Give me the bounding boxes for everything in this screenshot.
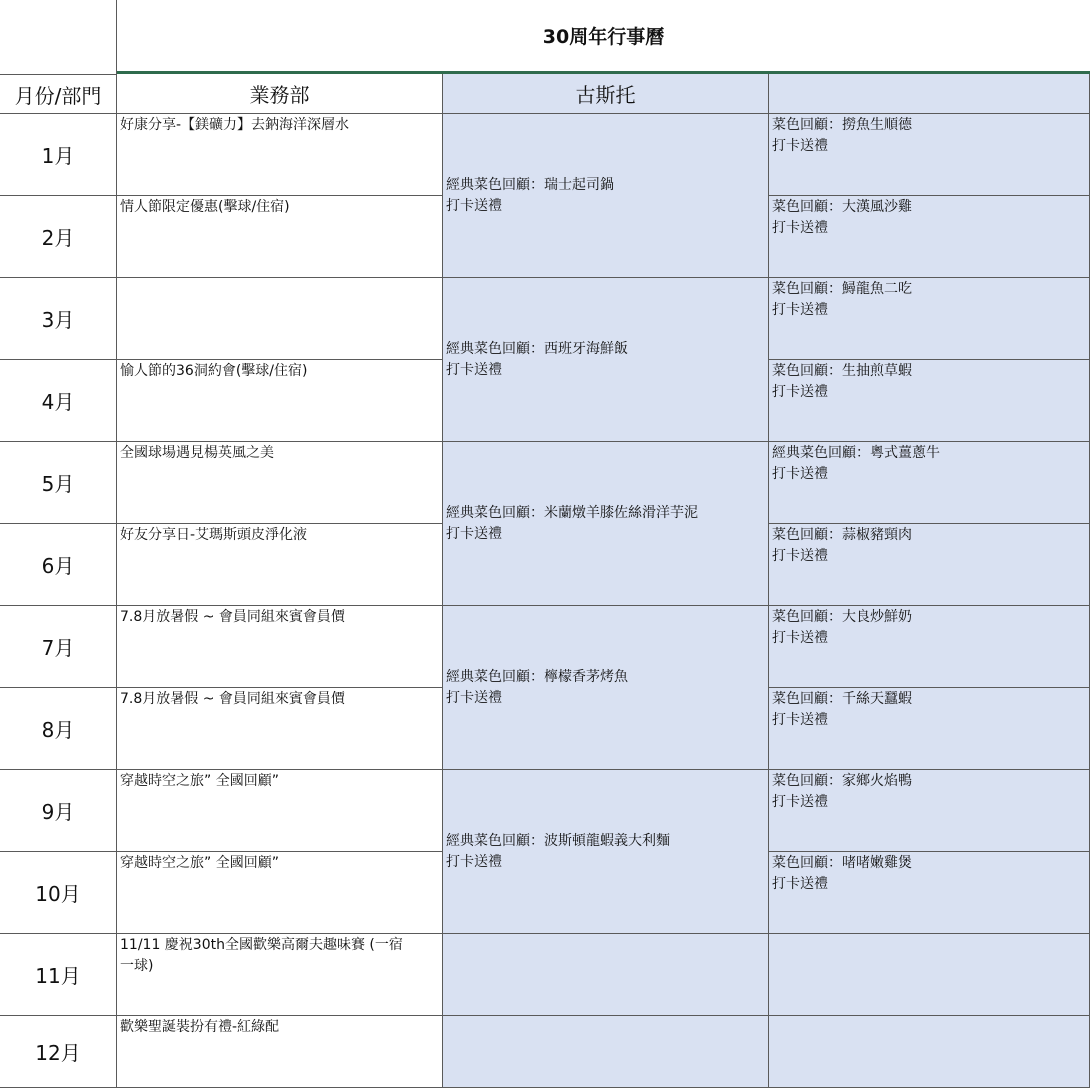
restaurant-event-cell[interactable]: 菜色回顧：生抽煎草蝦 打卡送禮	[769, 360, 1090, 442]
costa-event-cell[interactable]: 經典菜色回顧：檸檬香茅烤魚 打卡送禮	[443, 606, 769, 770]
sales-event-cell[interactable]: 好友分享日-艾瑪斯頭皮淨化液	[117, 524, 443, 606]
sales-event-cell[interactable]: 7.8月放暑假 ~ 會員同組來賓會員價	[117, 606, 443, 688]
sales-event-cell[interactable]: 7.8月放暑假 ~ 會員同組來賓會員價	[117, 688, 443, 770]
restaurant-event-cell[interactable]	[769, 1016, 1090, 1088]
costa-event-cell[interactable]: 經典菜色回顧：瑞士起司鍋 打卡送禮	[443, 114, 769, 278]
month-cell[interactable]: 2月	[0, 196, 117, 278]
corner-divider	[116, 0, 117, 74]
sales-event-cell[interactable]: 全國球場遇見楊英風之美	[117, 442, 443, 524]
restaurant-event-cell[interactable]: 菜色回顧：千絲天蠶蝦 打卡送禮	[769, 688, 1090, 770]
restaurant-event-cell[interactable]: 菜色回顧：蒜椒豬頸肉 打卡送禮	[769, 524, 1090, 606]
sales-event-cell[interactable]: 11/11 慶祝30th全國歡樂高爾夫趣味賽 (一宿 一球)	[117, 934, 443, 1016]
costa-event-cell[interactable]: 經典菜色回顧：波斯頓龍蝦義大利麵 打卡送禮	[443, 770, 769, 934]
header-extra[interactable]	[769, 74, 1090, 114]
month-cell[interactable]: 8月	[0, 688, 117, 770]
month-cell[interactable]: 7月	[0, 606, 117, 688]
month-cell[interactable]: 12月	[0, 1016, 117, 1088]
sales-event-cell[interactable]: 好康分享-【鎂礦力】去鈉海洋深層水	[117, 114, 443, 196]
costa-event-cell[interactable]	[443, 1016, 769, 1088]
sales-event-cell[interactable]: 穿越時空之旅” 全國回顧”	[117, 770, 443, 852]
header-costa[interactable]: 古斯托	[443, 74, 769, 114]
header-sales[interactable]: 業務部	[117, 74, 443, 114]
restaurant-event-cell[interactable]: 菜色回顧：鱘龍魚二吃 打卡送禮	[769, 278, 1090, 360]
restaurant-event-cell[interactable]: 菜色回顧：大良炒鮮奶 打卡送禮	[769, 606, 1090, 688]
costa-event-cell[interactable]	[443, 934, 769, 1016]
costa-event-cell[interactable]: 經典菜色回顧：西班牙海鮮飯 打卡送禮	[443, 278, 769, 442]
restaurant-event-cell[interactable]: 菜色回顧：啫啫嫩雞煲 打卡送禮	[769, 852, 1090, 934]
sales-event-cell[interactable]: 情人節限定優惠(擊球/住宿)	[117, 196, 443, 278]
restaurant-event-cell[interactable]: 菜色回顧：家鄉火焰鴨 打卡送禮	[769, 770, 1090, 852]
month-cell[interactable]: 5月	[0, 442, 117, 524]
month-cell[interactable]: 3月	[0, 278, 117, 360]
sales-event-cell[interactable]: 愉人節的36洞約會(擊球/住宿)	[117, 360, 443, 442]
sales-event-cell[interactable]: 歡樂聖誕裝扮有禮-紅綠配	[117, 1016, 443, 1088]
month-cell[interactable]: 1月	[0, 114, 117, 196]
month-cell[interactable]: 11月	[0, 934, 117, 1016]
month-cell[interactable]: 4月	[0, 360, 117, 442]
restaurant-event-cell[interactable]	[769, 934, 1090, 1016]
header-month-dept[interactable]: 月份/部門	[0, 74, 117, 114]
sales-event-cell[interactable]	[117, 278, 443, 360]
month-cell[interactable]: 9月	[0, 770, 117, 852]
restaurant-event-cell[interactable]: 菜色回顧：撈魚生順德 打卡送禮	[769, 114, 1090, 196]
restaurant-event-cell[interactable]: 經典菜色回顧：粵式薑蔥牛 打卡送禮	[769, 442, 1090, 524]
month-cell[interactable]: 6月	[0, 524, 117, 606]
month-cell[interactable]: 10月	[0, 852, 117, 934]
page-title: 30周年行事曆	[542, 26, 665, 48]
costa-event-cell[interactable]: 經典菜色回顧：米蘭燉羊膝佐絲滑洋芋泥 打卡送禮	[443, 442, 769, 606]
restaurant-event-cell[interactable]: 菜色回顧：大漢風沙雞 打卡送禮	[769, 196, 1090, 278]
sales-event-cell[interactable]: 穿越時空之旅” 全國回顧”	[117, 852, 443, 934]
